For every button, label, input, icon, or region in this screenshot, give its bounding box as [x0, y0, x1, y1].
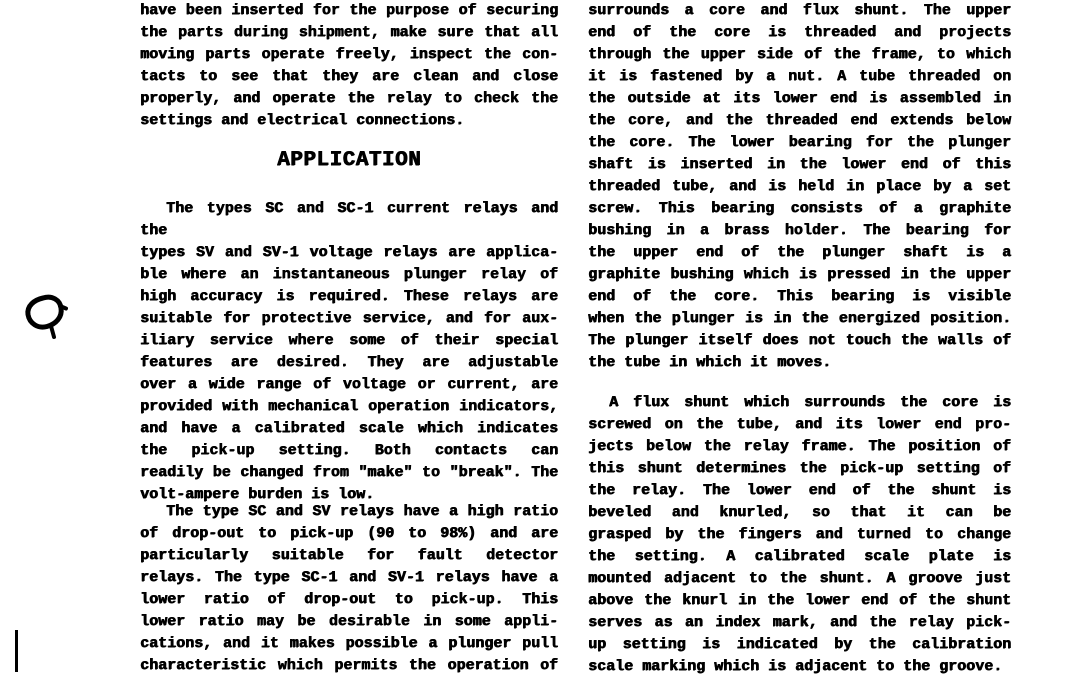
text-line: threaded tube, and is held in place by a set — [588, 178, 1011, 195]
text-line: ble where an instantaneous plunger relay of — [140, 266, 558, 283]
text-line: relays. The type SC-1 and SV-1 relays have a — [140, 569, 558, 586]
text-line: above the knurl in the lower end of the shunt — [588, 592, 1011, 609]
text-line: end of the core is threaded and projects — [588, 24, 1011, 41]
left-column — [140, 0, 558, 675]
text-line: readily be changed from "make" to "break". The — [140, 464, 558, 481]
text-line: scale marking which is adjacent to the groove. — [588, 658, 1003, 675]
text-line: high accuracy is required. These relays are — [140, 288, 558, 305]
text-line: through the upper side of the frame, to which — [588, 46, 1011, 63]
text-line: the relay. The lower end of the shunt is — [588, 482, 1011, 499]
text-line: The type SC and SV relays have a high ratio — [166, 503, 558, 520]
text-line: the pick-up setting. Both contacts can — [140, 442, 558, 459]
text-line: of drop-out to pick-up (90 to 98%) and are — [140, 525, 558, 542]
text-line: properly, and operate the relay to check the — [140, 90, 558, 107]
section-heading-application: APPLICATION — [276, 149, 422, 172]
text-line: settings and electrical connections. — [140, 112, 465, 129]
text-line: jects below the relay frame. The position of — [588, 438, 1011, 455]
left-paragraph-2 — [140, 198, 558, 506]
text-line: provided with mechanical operation indicators, — [140, 398, 558, 415]
text-line: types SV and SV-1 voltage relays are applica- — [140, 244, 558, 261]
text-line: tacts to see that they are clean and close — [140, 68, 558, 85]
text-line: cations, and it makes possible a plunger pull — [140, 635, 558, 652]
text-line: A flux shunt which surrounds the core is — [609, 394, 1011, 411]
right-column — [588, 0, 1011, 675]
handwritten-circle-mark — [22, 293, 68, 343]
text-line: the tube in which it moves. — [588, 354, 832, 371]
text-line: the setting. A calibrated scale plate is — [588, 548, 1011, 565]
text-line: features are desired. They are adjustable — [140, 354, 558, 371]
text-line: it is fastened by a nut. A tube threaded on — [588, 68, 1011, 85]
text-line: up setting is indicated by the calibration — [588, 636, 1011, 653]
text-line: end of the core. This bearing is visible — [588, 288, 1011, 305]
text-line: iliary service where some of their special — [140, 332, 558, 349]
left-paragraph-1 — [140, 0, 558, 132]
text-line: grasped by the fingers and turned to change — [588, 526, 1011, 543]
text-line: bushing in a brass holder. The bearing for — [588, 222, 1011, 239]
text-line: serves as an index mark, and the relay pick- — [588, 614, 1011, 631]
text-line: the outside at its lower end is assembled in — [588, 90, 1011, 107]
text-line: the upper end of the plunger shaft is a — [588, 244, 1011, 261]
text-line: the core. The lower bearing for the plunger — [588, 134, 1011, 151]
text-line: lower ratio may be desirable in some appli- — [140, 613, 558, 630]
text-line: The types SC and SC-1 current relays and the — [140, 200, 558, 239]
text-line: mounted adjacent to the shunt. A groove just — [588, 570, 1011, 587]
text-line: this shunt determines the pick-up setting of — [588, 460, 1011, 477]
text-line: moving parts operate freely, inspect the con- — [140, 46, 558, 63]
text-line: suitable for protective service, and for aux- — [140, 310, 558, 327]
text-line: graphite bushing which is pressed in the upper — [588, 266, 1011, 283]
text-line: volt-ampere burden is low. — [140, 486, 375, 503]
text-line: have been inserted for the purpose of securing — [140, 2, 558, 19]
text-line: when the plunger is in the energized position. — [588, 310, 1011, 327]
text-line: surrounds a core and flux shunt. The upper — [588, 2, 1011, 19]
text-line: The plunger itself does not touch the walls of — [588, 332, 1011, 349]
text-line: characteristic which permits the operation of — [140, 657, 558, 674]
text-line: particularly suitable for fault detector — [140, 547, 558, 564]
stray-vertical-line-mark — [15, 630, 18, 672]
text-line: the core, and the threaded end extends below — [588, 112, 1011, 129]
right-paragraph-2 — [588, 392, 1011, 678]
left-paragraph-3 — [140, 501, 558, 677]
text-line: over a wide range of voltage or current, are — [140, 376, 558, 393]
text-line: screwed on the tube, and its lower end pro- — [588, 416, 1011, 433]
text-line: and have a calibrated scale which indicates — [140, 420, 558, 437]
text-line: screw. This bearing consists of a graphite — [588, 200, 1011, 217]
right-paragraph-1 — [588, 0, 1011, 374]
text-line: shaft is inserted in the lower end of this — [588, 156, 1011, 173]
text-line: beveled and knurled, so that it can be — [588, 504, 1011, 521]
text-line: the parts during shipment, make sure that all — [140, 24, 558, 41]
text-line: lower ratio of drop-out to pick-up. This — [140, 591, 558, 608]
